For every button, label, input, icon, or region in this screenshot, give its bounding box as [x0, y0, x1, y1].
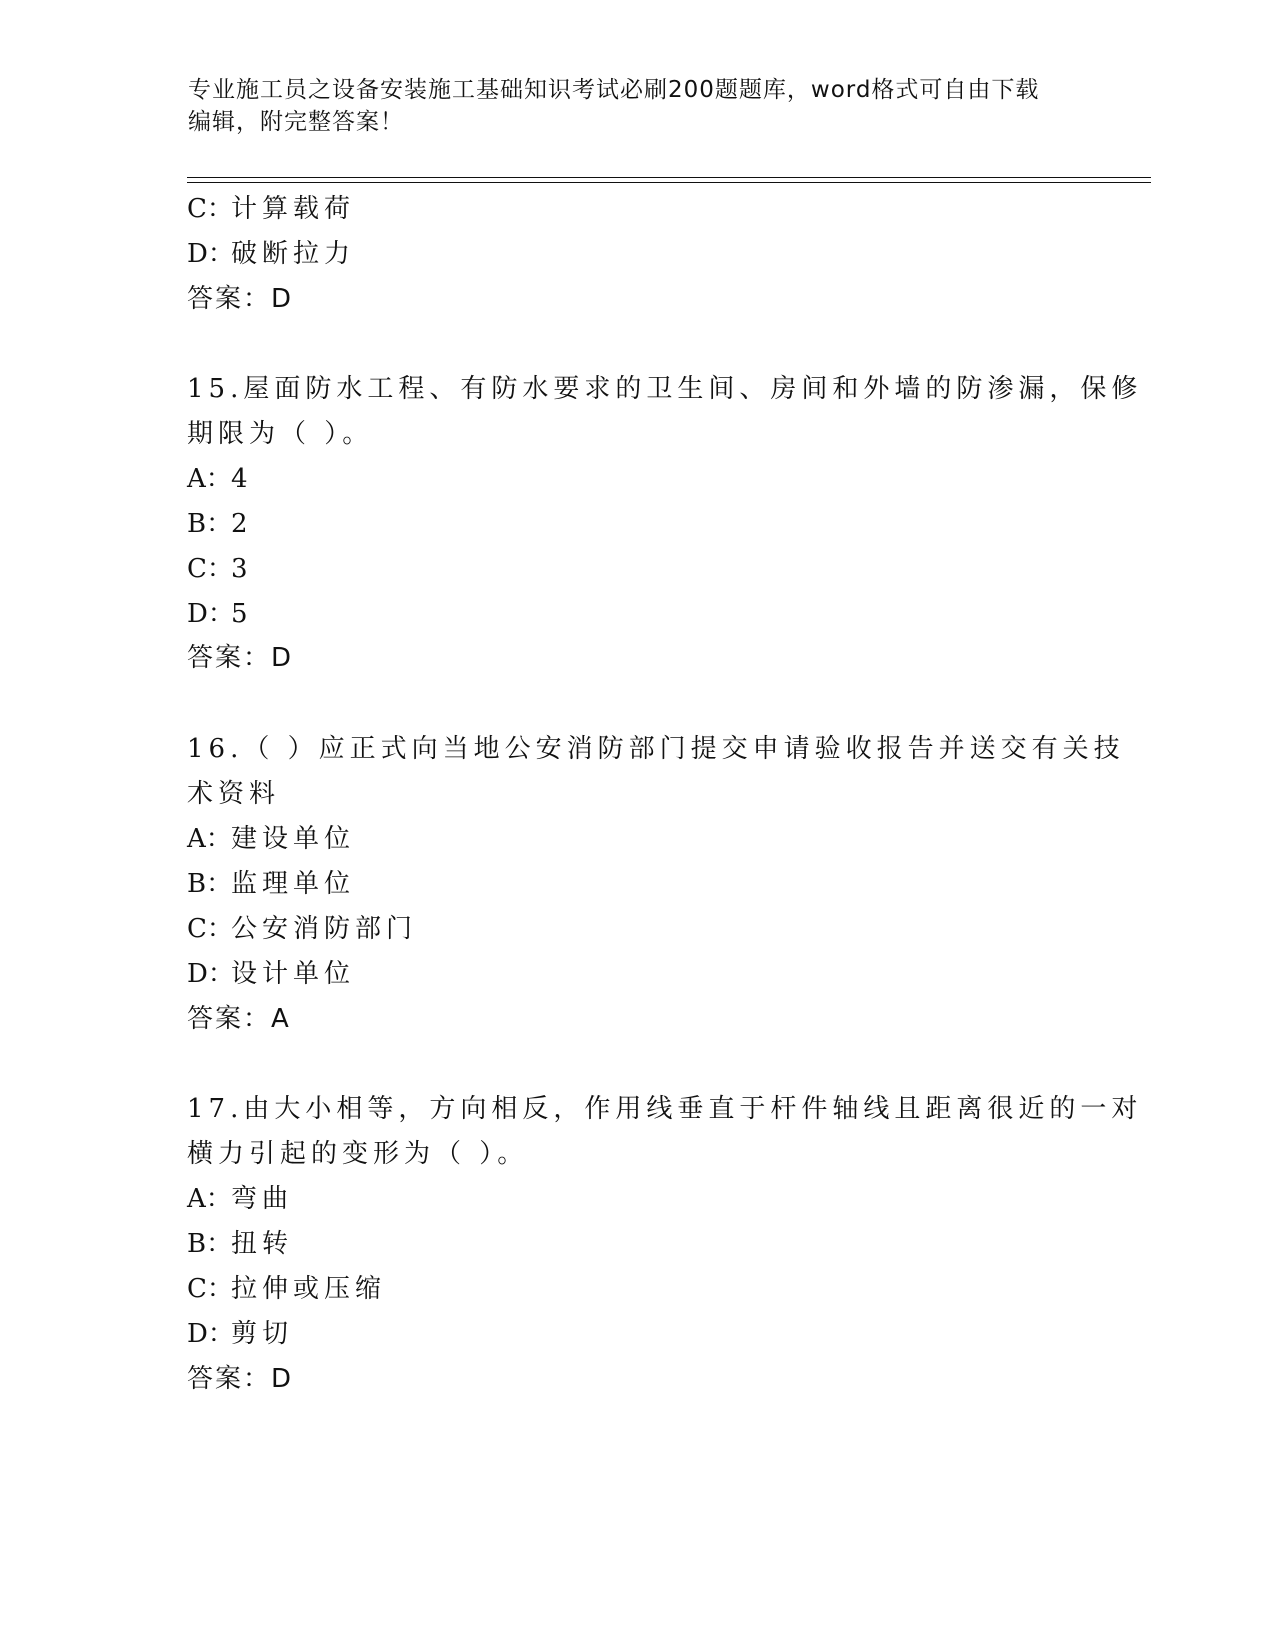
option-key: A： [187, 824, 232, 854]
option-key: C： [187, 914, 233, 944]
option-key: D： [187, 239, 234, 269]
page-header [188, 74, 1088, 138]
q16-stem-line1: 16.（ ）应正式向当地公安消防部门提交申请验收报告并送交有关技 [187, 734, 1125, 764]
option-key: B： [187, 1229, 233, 1259]
q16-stem-line2: 术资料 [187, 779, 281, 809]
option-key: C： [187, 554, 233, 584]
option-text: 建设单位 [231, 824, 356, 854]
option-key: A： [187, 464, 232, 494]
option-key: C： [187, 194, 233, 224]
q15-option-a [187, 464, 253, 494]
q17-option-c [187, 1274, 386, 1304]
q15-answer: 答案：D [187, 643, 294, 673]
option-text: 5 [231, 599, 253, 629]
option-text: 4 [231, 464, 253, 494]
option-key: D： [187, 959, 234, 989]
q16-option-b [187, 869, 355, 899]
option-text: 计算载荷 [231, 194, 356, 224]
q16-option-d [187, 959, 355, 989]
option-text: 3 [231, 554, 253, 584]
header-title-line2: 编辑，附完整答案！ [188, 109, 404, 135]
option-text: 破断拉力 [231, 239, 356, 269]
prev-option-d [187, 239, 355, 269]
q17-answer: 答案：D [187, 1364, 294, 1394]
option-key: A： [187, 1184, 232, 1214]
q17-option-d [187, 1319, 293, 1349]
option-key: D： [187, 1319, 234, 1349]
q17-stem-line2: 横力引起的变形为（ ）。 [187, 1139, 529, 1169]
option-key: B： [187, 869, 233, 899]
q15-option-c [187, 554, 253, 584]
prev-answer: 答案：D [187, 284, 294, 314]
q15-option-d [187, 599, 253, 629]
q15-stem-line2: 期限为（ ）。 [187, 419, 374, 449]
option-key: D： [187, 599, 234, 629]
option-key: C： [187, 1274, 233, 1304]
option-text: 拉伸或压缩 [231, 1274, 387, 1304]
q16-answer: 答案：A [187, 1004, 291, 1034]
q17-stem-line1: 17.由大小相等，方向相反，作用线垂直于杆件轴线且距离很近的一对 [187, 1094, 1143, 1124]
option-text: 设计单位 [231, 959, 356, 989]
header-divider-top [187, 177, 1151, 178]
option-text: 公安消防部门 [231, 914, 418, 944]
q16-option-c [187, 914, 417, 944]
option-key: B： [187, 509, 233, 539]
option-text: 2 [231, 509, 253, 539]
header-divider-bottom [187, 182, 1151, 183]
option-text: 弯曲 [231, 1184, 294, 1214]
q15-option-b [187, 509, 253, 539]
option-text: 剪切 [231, 1319, 294, 1349]
header-title-line1: 专业施工员之设备安装施工基础知识考试必刷200题题库，word格式可自由下载 [188, 77, 1040, 103]
q17-option-a [187, 1184, 293, 1214]
q17-option-b [187, 1229, 293, 1259]
q15-stem-line1: 15.屋面防水工程、有防水要求的卫生间、房间和外墙的防渗漏，保修 [187, 374, 1143, 404]
prev-option-c [187, 194, 355, 224]
option-text: 扭转 [231, 1229, 294, 1259]
q16-option-a [187, 824, 355, 854]
option-text: 监理单位 [231, 869, 356, 899]
